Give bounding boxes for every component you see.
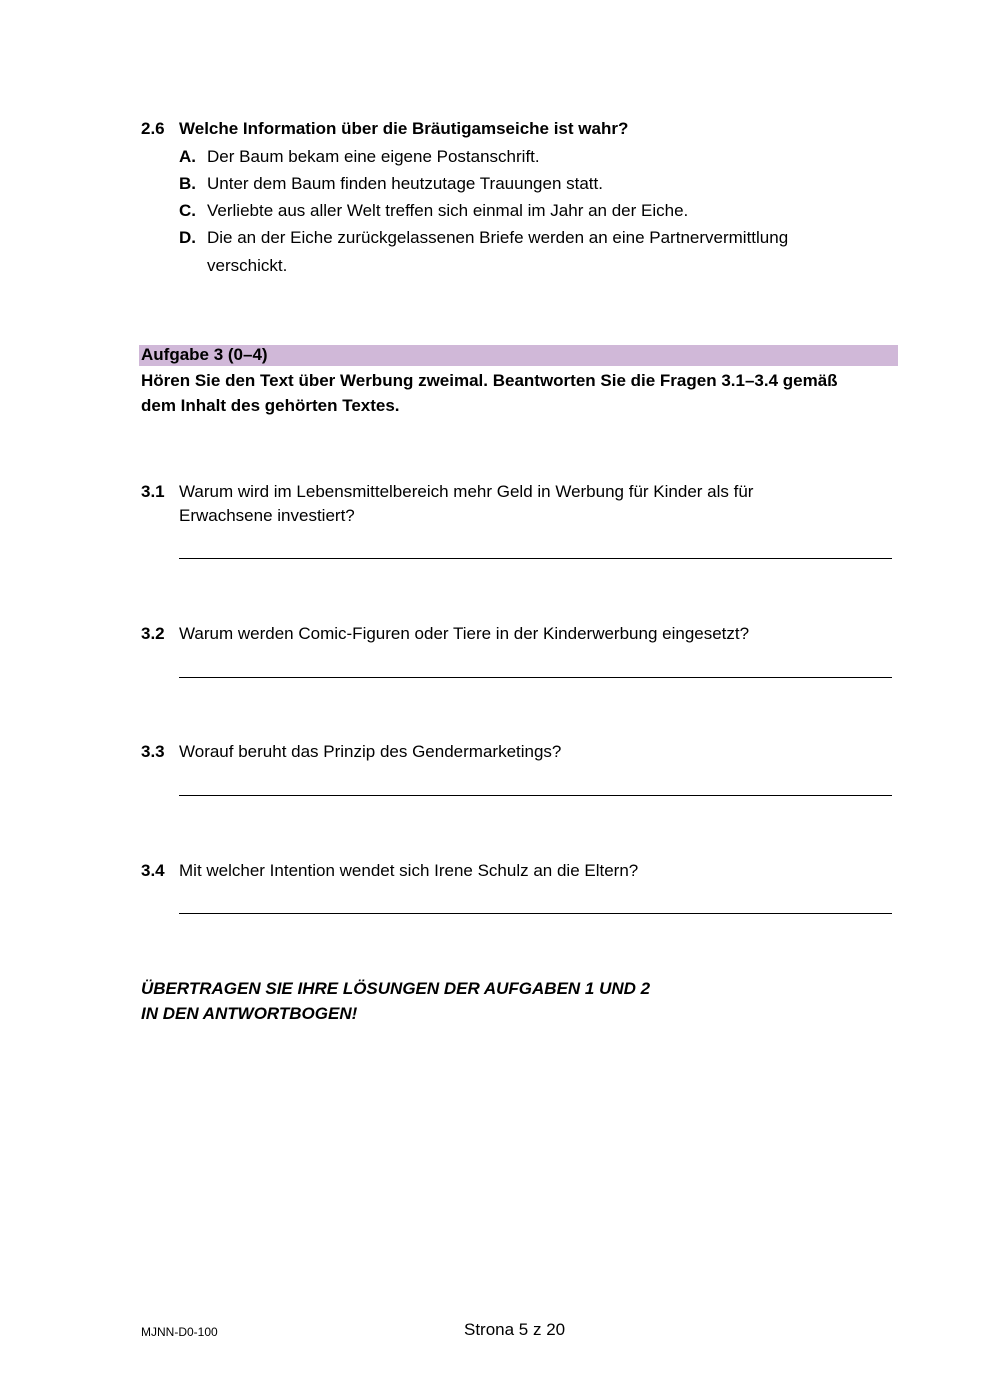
task-3-title: Aufgabe 3 (0–4) xyxy=(141,345,268,364)
question-3-4-number: 3.4 xyxy=(141,861,165,880)
option-c-text: Verliebte aus aller Welt treffen sich einmal im Jahr an der Eiche. xyxy=(207,201,689,220)
question-3-3-text: Worauf beruht das Prinzip des Gendermarketings? xyxy=(179,742,562,761)
question-3-4-text: Mit welcher Intention wendet sich Irene Schulz an die Eltern? xyxy=(179,861,639,880)
option-b-letter: B. xyxy=(179,174,196,193)
question-3-1-number: 3.1 xyxy=(141,482,165,501)
final-note-line1: ÜBERTRAGEN SIE IHRE LÖSUNGEN DER AUFGABEN 1 UND 2 xyxy=(141,979,651,998)
answer-line-3-3[interactable] xyxy=(179,795,892,796)
footer-exam-code: MJNN-D0-100 xyxy=(141,1325,218,1339)
question-2-6-text: Welche Information über die Bräutigamseiche ist wahr? xyxy=(179,119,629,138)
option-d-letter: D. xyxy=(179,228,196,247)
question-3-1-text-line2: Erwachsene investiert? xyxy=(179,506,355,525)
option-a-letter: A. xyxy=(179,147,196,166)
option-a-text: Der Baum bekam eine eigene Postanschrift. xyxy=(207,147,540,166)
option-b-text: Unter dem Baum finden heutzutage Trauungen statt. xyxy=(207,174,603,193)
option-d-text-line1: Die an der Eiche zurückgelassenen Briefe werden an eine Partnervermittlung xyxy=(207,228,789,247)
answer-line-3-2[interactable] xyxy=(179,677,892,678)
question-2-6-number: 2.6 xyxy=(141,119,165,138)
task-3-instruction-line2: dem Inhalt des gehörten Textes. xyxy=(141,396,400,415)
option-d-text-line2: verschickt. xyxy=(207,256,288,275)
answer-line-3-4[interactable] xyxy=(179,913,892,914)
footer-page-number: Strona 5 z 20 xyxy=(464,1320,566,1339)
option-c-letter: C. xyxy=(179,201,196,220)
question-3-2-text: Warum werden Comic-Figuren oder Tiere in der Kinderwerbung eingesetzt? xyxy=(179,624,750,643)
question-3-3-number: 3.3 xyxy=(141,742,165,761)
question-3-1-text-line1: Warum wird im Lebensmittelbereich mehr Geld in Werbung für Kinder als für xyxy=(179,482,754,501)
question-3-2-number: 3.2 xyxy=(141,624,165,643)
answer-line-3-1[interactable] xyxy=(179,558,892,559)
task-3-instruction-line1: Hören Sie den Text über Werbung zweimal. Beantworten Sie die Fragen 3.1–3.4 gemäß xyxy=(141,371,838,390)
final-note-line2: IN DEN ANTWORTBOGEN! xyxy=(141,1004,358,1023)
